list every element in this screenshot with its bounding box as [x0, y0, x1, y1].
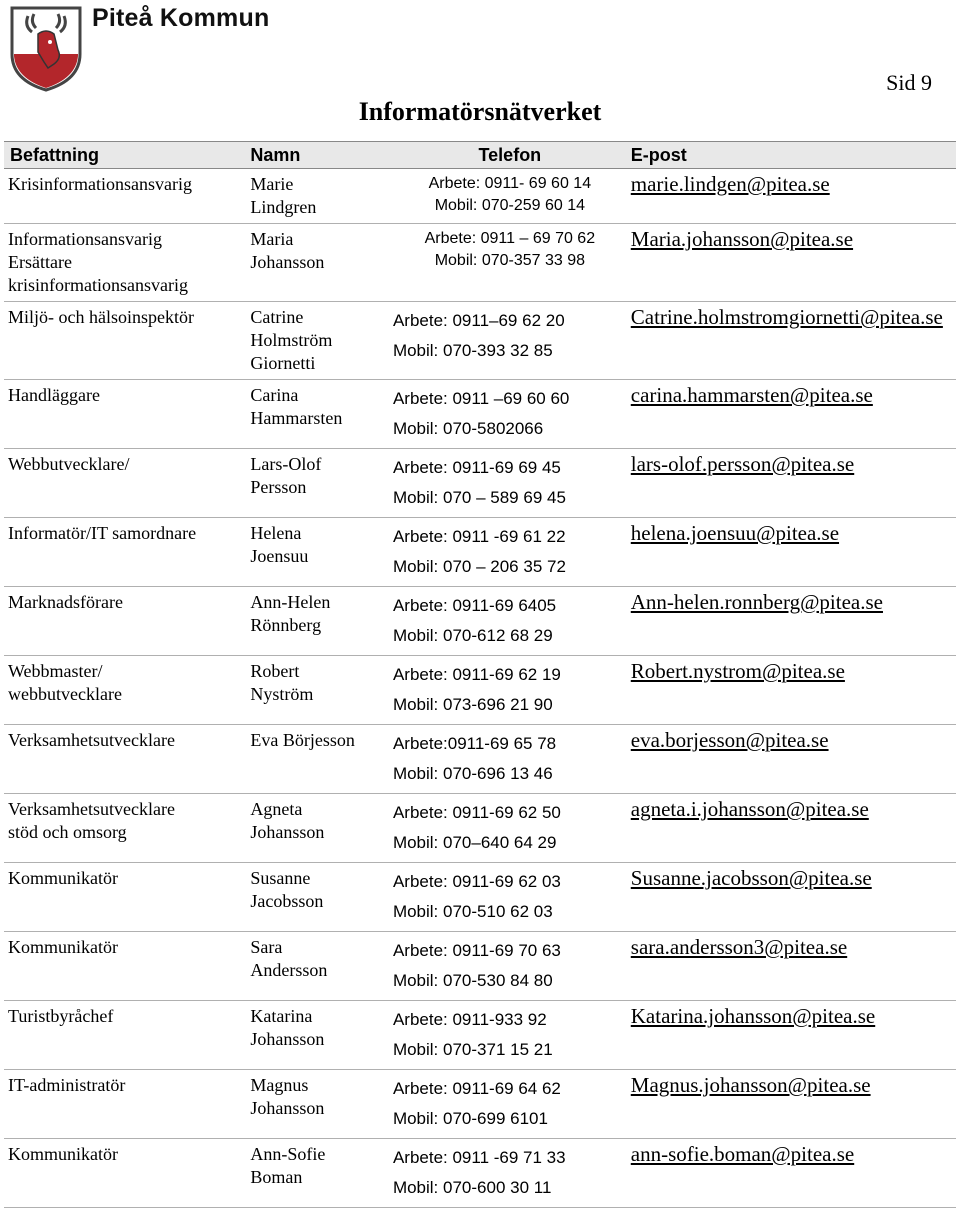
role-cell — [4, 932, 246, 1001]
role-cell-line: stöd och omsorg — [8, 822, 127, 842]
phone-cell-line: Mobil: 070-699 6101 — [392, 1109, 548, 1128]
role-cell-line: Kommunikatör — [8, 937, 118, 957]
email-cell — [627, 1070, 956, 1139]
email-link[interactable]: Robert.nystrom@pitea.se — [630, 659, 845, 683]
email-cell — [627, 224, 956, 302]
name-cell-line: Sara — [250, 937, 283, 957]
phone-cell — [393, 863, 627, 932]
email-link[interactable]: eva.borjesson@pitea.se — [630, 728, 829, 752]
email-link[interactable]: Maria.johansson@pitea.se — [630, 227, 854, 251]
role-cell — [4, 656, 246, 725]
role-cell — [4, 380, 246, 449]
document-title: Informatörsnätverket — [358, 97, 602, 126]
name-cell-line: Rönnberg — [250, 615, 322, 635]
phone-cell-line: Arbete:0911-69 65 78 — [392, 734, 557, 753]
role-cell — [4, 518, 246, 587]
table-row — [4, 449, 956, 518]
role-cell-line: Webbmaster/ — [8, 661, 103, 681]
email-link[interactable]: sara.andersson3@pitea.se — [630, 935, 848, 959]
email-link[interactable]: ann-sofie.boman@pitea.se — [630, 1142, 855, 1166]
name-cell — [246, 1139, 393, 1208]
name-cell-line: Hammarsten — [250, 408, 343, 428]
role-cell — [4, 587, 246, 656]
brand-name: Piteå Kommun — [92, 4, 270, 32]
phone-cell — [393, 1070, 627, 1139]
phone-cell — [393, 1001, 627, 1070]
role-cell-line: Informatör/IT samordnare — [8, 523, 197, 543]
name-cell-line: Carina — [250, 385, 299, 405]
phone-cell-line: Mobil: 070-5802066 — [392, 419, 544, 438]
role-cell-line: Informationsansvarig — [8, 229, 162, 249]
role-cell-line: Verksamhetsutvecklare — [8, 799, 175, 819]
name-cell-line: Ann-Helen — [250, 592, 331, 612]
name-cell — [246, 587, 393, 656]
phone-cell-line: Mobil: 070 – 589 69 45 — [392, 488, 566, 507]
phone-cell — [393, 1139, 627, 1208]
phone-cell-line: Mobil: 070-357 33 98 — [434, 252, 586, 269]
phone-cell-line: Mobil: 070-393 32 85 — [392, 341, 553, 360]
page-number: Sid 9 — [886, 70, 932, 95]
role-cell-line: IT-administratör — [8, 1075, 126, 1095]
name-cell-line: Robert — [250, 661, 300, 681]
email-cell — [627, 302, 956, 380]
name-cell — [246, 380, 393, 449]
name-cell — [246, 302, 393, 380]
table-row — [4, 863, 956, 932]
email-link[interactable]: Susanne.jacobsson@pitea.se — [630, 866, 872, 890]
role-cell-line: Webbutvecklare/ — [8, 454, 130, 474]
contacts-table — [4, 141, 956, 1208]
email-cell — [627, 169, 956, 224]
name-cell-line: Andersson — [250, 960, 328, 980]
table-row — [4, 302, 956, 380]
phone-cell-line: Mobil: 073-696 21 90 — [392, 695, 553, 714]
name-cell-line: Boman — [250, 1167, 303, 1187]
role-cell — [4, 449, 246, 518]
name-cell — [246, 656, 393, 725]
role-cell — [4, 863, 246, 932]
table-row — [4, 794, 956, 863]
email-cell — [627, 932, 956, 1001]
role-cell-line: Marknadsförare — [8, 592, 123, 612]
phone-cell-line: Arbete: 0911-69 62 19 — [392, 665, 561, 684]
phone-cell-line: Mobil: 070-259 60 14 — [434, 197, 586, 214]
phone-cell-line: Arbete: 0911 -69 61 22 — [392, 527, 566, 546]
email-cell — [627, 587, 956, 656]
role-cell-line: Kommunikatör — [8, 1144, 118, 1164]
phone-cell — [393, 302, 627, 380]
phone-cell — [393, 794, 627, 863]
name-cell-line: Holmström — [250, 330, 333, 350]
phone-cell-line: Arbete: 0911-69 6405 — [392, 596, 557, 615]
name-cell-line: Johansson — [250, 252, 325, 272]
email-link[interactable]: Katarina.johansson@pitea.se — [630, 1004, 876, 1028]
phone-cell-line: Arbete: 0911-69 70 63 — [392, 941, 561, 960]
name-cell-line: Jacobsson — [250, 891, 324, 911]
phone-cell-line: Arbete: 0911- 69 60 14 — [428, 175, 592, 192]
name-cell — [246, 449, 393, 518]
name-cell-line: Magnus — [250, 1075, 309, 1095]
phone-cell-line: Mobil: 070-371 15 21 — [392, 1040, 553, 1059]
phone-cell — [393, 169, 627, 224]
email-cell — [627, 380, 956, 449]
email-cell — [627, 518, 956, 587]
phone-cell-line: Mobil: 070–640 64 29 — [392, 833, 557, 852]
role-cell-line: Kommunikatör — [8, 868, 118, 888]
name-cell-line: Persson — [250, 477, 307, 497]
phone-cell-line: Arbete: 0911 -69 71 33 — [392, 1148, 566, 1167]
name-cell-line: Helena — [250, 523, 302, 543]
column-header-epost: E-post — [627, 142, 956, 169]
email-link[interactable]: agneta.i.johansson@pitea.se — [630, 797, 869, 821]
role-cell-line: Miljö- och hälsoinspektör — [8, 307, 194, 327]
role-cell — [4, 302, 246, 380]
name-cell-line: Eva Börjesson — [250, 730, 355, 750]
phone-cell-line: Mobil: 070-530 84 80 — [392, 971, 553, 990]
phone-cell — [393, 932, 627, 1001]
phone-cell-line: Arbete: 0911-69 64 62 — [392, 1079, 561, 1098]
role-cell-line: Krisinformationsansvarig — [8, 174, 192, 194]
phone-cell-line: Mobil: 070-696 13 46 — [392, 764, 553, 783]
name-cell-line: Catrine — [250, 307, 304, 327]
column-header-namn: Namn — [246, 142, 393, 169]
phone-cell-line: Arbete: 0911-69 69 45 — [392, 458, 561, 477]
role-cell-line: krisinformationsansvarig — [8, 275, 188, 295]
email-cell — [627, 1001, 956, 1070]
email-cell — [627, 863, 956, 932]
table-row — [4, 1001, 956, 1070]
phone-cell — [393, 224, 627, 302]
contacts-table-body — [4, 169, 956, 1208]
email-cell — [627, 1139, 956, 1208]
table-row — [4, 169, 956, 224]
email-link[interactable]: helena.joensuu@pitea.se — [630, 521, 840, 545]
phone-cell-line: Arbete: 0911-69 62 50 — [392, 803, 561, 822]
phone-cell-line: Mobil: 070-612 68 29 — [392, 626, 553, 645]
phone-cell-line: Arbete: 0911–69 62 20 — [392, 311, 565, 330]
name-cell-line: Johansson — [250, 1098, 325, 1118]
email-cell — [627, 449, 956, 518]
page-header — [0, 0, 960, 140]
email-link[interactable]: marie.lindgen@pitea.se — [630, 172, 830, 196]
phone-cell — [393, 587, 627, 656]
email-link[interactable]: carina.hammarsten@pitea.se — [630, 383, 873, 407]
name-cell-line: Giornetti — [250, 353, 316, 373]
table-row — [4, 1139, 956, 1208]
phone-cell — [393, 449, 627, 518]
role-cell-line: webbutvecklare — [8, 684, 122, 704]
phone-cell-line: Arbete: 0911 – 69 70 62 — [424, 230, 596, 247]
role-cell — [4, 169, 246, 224]
phone-cell-line: Mobil: 070 – 206 35 72 — [392, 557, 566, 576]
role-cell — [4, 1139, 246, 1208]
name-cell-line: Joensuu — [250, 546, 309, 566]
table-header-row — [4, 142, 956, 169]
role-cell-line: Ersättare — [8, 252, 72, 272]
table-row — [4, 518, 956, 587]
phone-cell — [393, 518, 627, 587]
email-cell — [627, 656, 956, 725]
role-cell-line: Turistbyråchef — [8, 1006, 114, 1026]
phone-cell — [393, 656, 627, 725]
email-link[interactable]: Catrine.holmstromgiornetti@pitea.se — [630, 305, 943, 329]
name-cell-line: Nyström — [250, 684, 314, 704]
name-cell-line: Agneta — [250, 799, 303, 819]
role-cell — [4, 1001, 246, 1070]
phone-cell — [393, 380, 627, 449]
role-cell — [4, 224, 246, 302]
name-cell — [246, 863, 393, 932]
email-link[interactable]: Ann-helen.ronnberg@pitea.se — [630, 590, 883, 614]
name-cell — [246, 224, 393, 302]
role-cell — [4, 725, 246, 794]
role-cell-line: Verksamhetsutvecklare — [8, 730, 175, 750]
email-cell — [627, 794, 956, 863]
name-cell-line: Johansson — [250, 822, 325, 842]
name-cell-line: Johansson — [250, 1029, 325, 1049]
table-row — [4, 1070, 956, 1139]
email-link[interactable]: Magnus.johansson@pitea.se — [630, 1073, 871, 1097]
name-cell — [246, 725, 393, 794]
table-row — [4, 587, 956, 656]
phone-cell — [393, 725, 627, 794]
role-cell-line: Handläggare — [8, 385, 100, 405]
name-cell-line: Maria — [250, 229, 294, 249]
name-cell-line: Susanne — [250, 868, 311, 888]
table-row — [4, 224, 956, 302]
email-cell — [627, 725, 956, 794]
role-cell — [4, 794, 246, 863]
name-cell-line: Ann-Sofie — [250, 1144, 326, 1164]
name-cell — [246, 794, 393, 863]
table-row — [4, 932, 956, 1001]
name-cell — [246, 1070, 393, 1139]
name-cell — [246, 1001, 393, 1070]
phone-cell-line: Arbete: 0911-69 62 03 — [392, 872, 561, 891]
phone-cell-line: Arbete: 0911-933 92 — [392, 1010, 547, 1029]
name-cell — [246, 932, 393, 1001]
table-row — [4, 725, 956, 794]
pitea-coat-of-arms-logo — [8, 2, 84, 92]
column-header-befattning: Befattning — [4, 142, 246, 169]
phone-cell-line: Arbete: 0911 –69 60 60 — [392, 389, 570, 408]
name-cell — [246, 518, 393, 587]
table-row — [4, 656, 956, 725]
name-cell-line: Lars-Olof — [250, 454, 322, 474]
name-cell-line: Marie — [250, 174, 294, 194]
table-row — [4, 380, 956, 449]
phone-cell-line: Mobil: 070-600 30 11 — [392, 1178, 552, 1197]
name-cell-line: Katarina — [250, 1006, 313, 1026]
role-cell — [4, 1070, 246, 1139]
column-header-telefon: Telefon — [393, 142, 627, 169]
email-link[interactable]: lars-olof.persson@pitea.se — [630, 452, 855, 476]
name-cell-line: Lindgren — [250, 197, 317, 217]
phone-cell-line: Mobil: 070-510 62 03 — [392, 902, 553, 921]
name-cell — [246, 169, 393, 224]
